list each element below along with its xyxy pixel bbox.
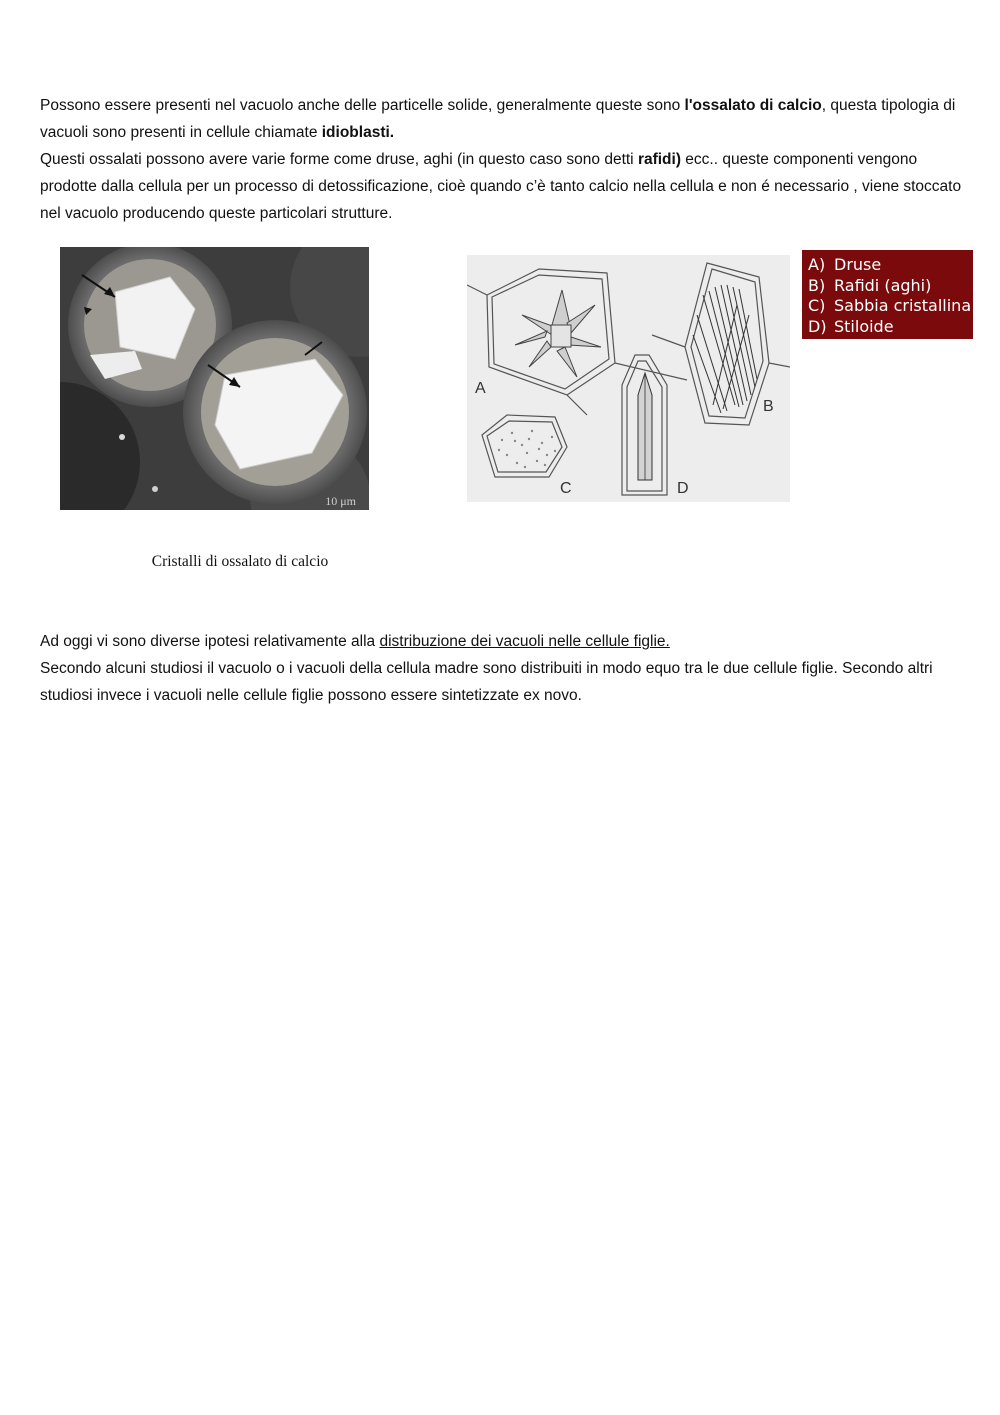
legend-item-sabbia: C) Sabbia cristallina (808, 296, 972, 315)
figure-caption: Cristalli di ossalato di calcio (151, 553, 329, 570)
legend-item-stiloide: D) Stiloide (808, 316, 894, 336)
scale-bar-label: 10 μm (325, 494, 356, 508)
diagram-label-b: B (763, 398, 774, 415)
intro-text-2: , questa tipologia di vacuoli sono presenti in cellule chiamate (40, 97, 956, 141)
intro-text-4: ecc.. queste componenti vengono prodotte dalla cellula per un processo di detossificazione, cioè quando c’è tanto calcio nella cellula e non é necessario , viene stoccato nel vacuolo producendo queste particolari strutture. (40, 151, 962, 222)
outro-text-1: Ad oggi vi sono diverse ipotesi relativamente alla (40, 633, 380, 650)
intro-text-1: Possono essere presenti nel vacuolo anche delle particelle solide, generalmente queste sono (40, 97, 685, 114)
legend-item-rafidi: B) Rafidi (aghi) (808, 275, 932, 295)
term-calcium-oxalate: l'ossalato di calcio (684, 97, 822, 114)
underlined-topic: distribuzione dei vacuoli nelle cellule figlie. (379, 633, 670, 650)
outro-paragraph (40, 628, 970, 709)
crystal-types-legend (802, 250, 973, 339)
term-idioblasts: idioblasti. (321, 124, 395, 141)
micrograph-image (60, 247, 369, 510)
outro-text-2: Secondo alcuni studiosi il vacuolo o i vacuoli della cellula madre sono distribuiti in modo equo tra le due cellule figlie. Secondo altri studiosi invece i vacuoli nelle cellule figlie possono essere sintetizzate ex novo. (40, 660, 933, 704)
intro-text-3: Questi ossalati possono avere varie forme come druse, aghi (in questo caso sono detti (40, 151, 638, 168)
legend-item-druse: A) Druse (808, 255, 882, 274)
term-raphides: rafidi) (637, 151, 681, 168)
crystal-types-diagram (467, 255, 790, 502)
diagram-label-a: A (475, 380, 486, 397)
intro-paragraph (40, 92, 970, 227)
diagram-label-d: D (677, 480, 689, 497)
diagram-label-c: C (560, 480, 572, 497)
